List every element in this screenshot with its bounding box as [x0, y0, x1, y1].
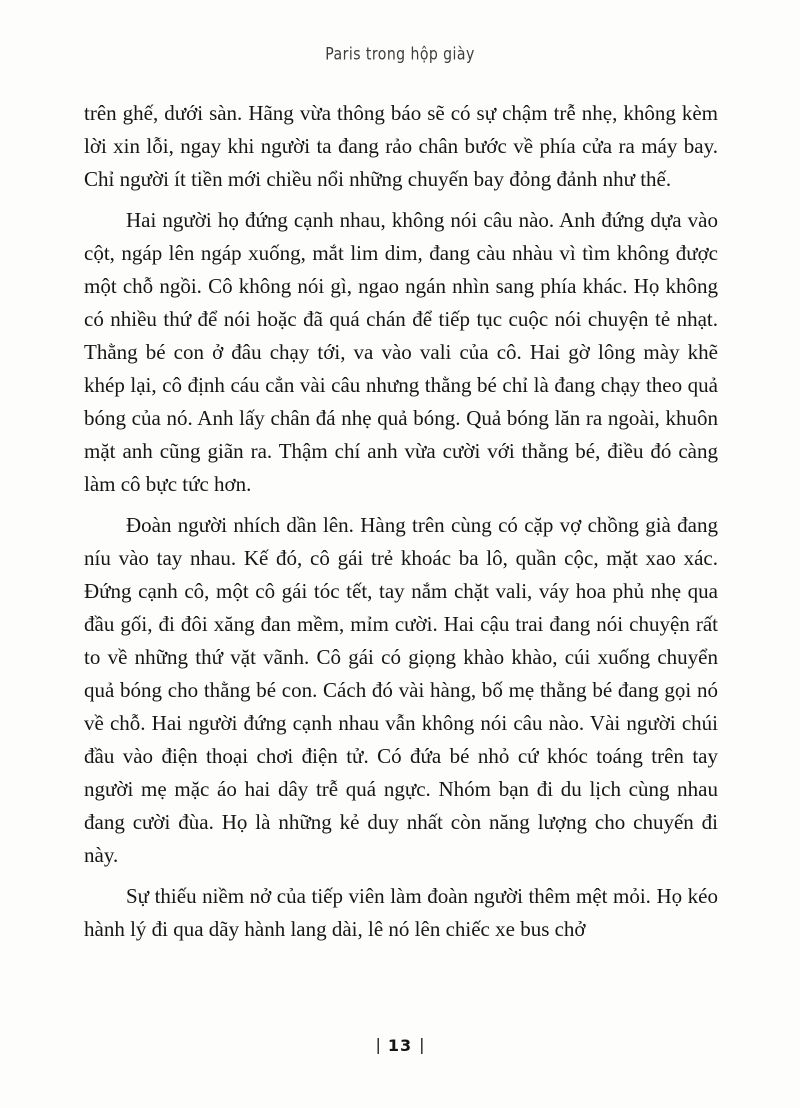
- paragraph: trên ghế, dưới sàn. Hãng vừa thông báo sẽ có sự chậm trễ nhẹ, không kèm lời xin lỗi, ngay khi người ta đang rảo chân bước về phía cửa ra máy bay. Chỉ người ít tiền mới chiều nổi những chuyến bay đỏng đảnh như thế.: [84, 101, 718, 191]
- footer-bar-left: |: [375, 1035, 381, 1054]
- paragraph: Sự thiếu niềm nở của tiếp viên làm đoàn người thêm mệt mỏi. Họ kéo hành lý đi qua dãy hành lang dài, lê nó lên chiếc xe bus chở: [84, 884, 718, 941]
- page-number: 13: [387, 1036, 413, 1055]
- running-header: Paris trong hộp giày: [325, 43, 475, 64]
- paragraph: Đoàn người nhích dần lên. Hàng trên cùng có cặp vợ chồng già đang níu vào tay nhau. Kế đó, cô gái trẻ khoác ba lô, quần cộc, mặt xao xác. Đứng cạnh cô, một cô gái tóc tết, tay nắm chặt vali, váy hoa phủ nhẹ qua đầu gối, đi đôi xăng đan mềm, mỉm cười. Hai cậu trai đang nói chuyện rất to về những thứ vặt vãnh. Cô gái có giọng khào khào, cúi xuống chuyển quả bóng cho thằng bé con. Cách đó vài hàng, bố mẹ thằng bé đang gọi nó về chỗ. Hai người đứng cạnh nhau vẫn không nói câu nào. Vài người chúi đầu vào điện thoại chơi điện tử. Có đứa bé nhỏ cứ khóc toáng trên tay người mẹ mặc áo hai dây trễ quá ngực. Nhóm bạn đi du lịch cùng nhau đang cười đùa. Họ là những kẻ duy nhất còn năng lượng cho chuyến đi này.: [84, 513, 718, 867]
- paragraph: Hai người họ đứng cạnh nhau, không nói câu nào. Anh đứng dựa vào cột, ngáp lên ngáp xuống, mắt lim dim, đang càu nhàu vì tìm không được một chỗ ngồi. Cô không nói gì, ngao ngán nhìn sang phía khác. Họ không có nhiều thứ để nói hoặc đã quá chán để tiếp tục cuộc nói chuyện tẻ nhạt. Thằng bé con ở đâu chạy tới, va vào vali của cô. Hai gờ lông mày khẽ khép lại, cô định cáu cẳn vài câu nhưng thằng bé chỉ là đang chạy theo quả bóng của nó. Anh lấy chân đá nhẹ quả bóng. Quả bóng lăn ra ngoài, khuôn mặt anh cũng giãn ra. Thậm chí anh vừa cười với thằng bé, điều đó càng làm cô bực tức hơn.: [84, 208, 718, 496]
- body-text: [84, 97, 718, 954]
- page-footer: [0, 1036, 800, 1055]
- footer-bar-right: |: [419, 1035, 425, 1054]
